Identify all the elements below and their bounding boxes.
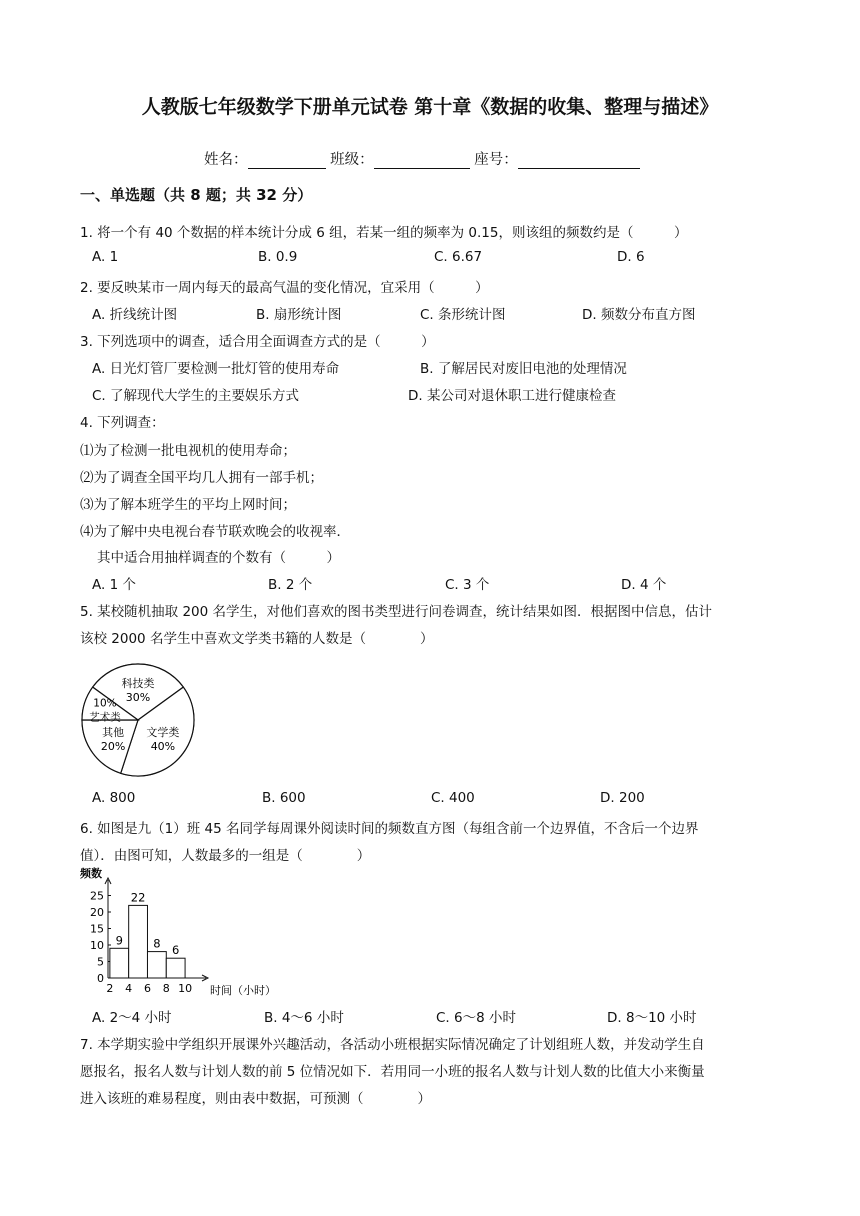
y-tick-label-20: 20 xyxy=(90,906,104,919)
pie-pct-1: 30% xyxy=(125,691,151,705)
q2-option-d[interactable]: D. 频数分布直方图 xyxy=(582,307,696,323)
q5-stem-line2: 该校 2000 名学生中喜欢文学类书籍的人数是（ ） xyxy=(80,631,434,647)
class-label: 班级： xyxy=(330,152,374,168)
q4-item-3: ⑶为了解本班学生的平均上网时间； xyxy=(80,497,296,513)
q1-option-c[interactable]: C. 6.67 xyxy=(434,249,483,265)
q4-option-c[interactable]: C. 3 个 xyxy=(445,577,490,593)
pie-label-4: 艺术类 xyxy=(89,711,121,724)
pie-label-2: 文学类 xyxy=(146,726,180,740)
q3-option-d[interactable]: D. 某公司对退休职工进行健康检查 xyxy=(408,388,616,404)
name-blank[interactable] xyxy=(248,154,326,169)
q6-stem-line2: 值）．由图可知，人数最多的一组是（ ） xyxy=(80,848,371,864)
x-tick-label-6: 6 xyxy=(143,982,151,995)
hist-bar-value-1: 9 xyxy=(115,933,123,948)
q2-option-b[interactable]: B. 扇形统计图 xyxy=(256,307,342,323)
q7-line2: 愿报名，报名人数与计划人数的前 5 位情况如下．若用同一小班的报名人数与计划人数的比值大小来衡量 xyxy=(80,1064,705,1080)
q4-option-a[interactable]: A. 1 个 xyxy=(92,577,136,593)
student-info-line xyxy=(204,148,640,169)
q1-option-a[interactable]: A. 1 xyxy=(92,249,119,265)
pie-label-1: 科技类 xyxy=(121,677,155,691)
y-tick-label-25: 25 xyxy=(90,889,104,903)
y-tick-label-5: 5 xyxy=(97,955,104,969)
q5-stem-line1: 5. 某校随机抽取 200 名学生，对他们喜欢的图书类型进行问卷调查，统计结果如图．根据图中信息，估计 xyxy=(80,604,713,620)
q4-item-2: ⑵为了调查全国平均几人拥有一部手机； xyxy=(80,470,323,486)
q1-stem: 1. 将一个有 40 个数据的样本统计分成 6 组，若某一组的频率为 0.15，则该组的频数约是（ ） xyxy=(80,225,688,241)
y-axis-label: 频数 xyxy=(80,867,102,880)
q7-line1: 7. 本学期实验中学组织开展课外兴趣活动，各活动小班根据实际情况确定了计划组班人数，并发动学生自 xyxy=(80,1037,705,1053)
q7-line3: 进入该班的难易程度，则由表中数据，可预测（ ） xyxy=(80,1091,431,1107)
q2-option-a[interactable]: A. 折线统计图 xyxy=(92,307,178,323)
hist-bar-4 xyxy=(166,958,185,978)
q4-ask: 其中适合用抽样调查的个数有（ ） xyxy=(97,550,340,566)
y-tick-label-0: 0 xyxy=(97,972,104,985)
q5-option-b[interactable]: B. 600 xyxy=(262,790,306,806)
x-tick-label-2: 2 xyxy=(106,982,114,995)
pie-label-3: 其他 xyxy=(102,726,125,740)
q3-option-c[interactable]: C. 了解现代大学生的主要娱乐方式 xyxy=(92,388,300,404)
q3-option-a[interactable]: A. 日光灯管厂要检测一批灯管的使用寿命 xyxy=(92,361,340,377)
q2-option-c[interactable]: C. 条形统计图 xyxy=(420,307,506,323)
q1-option-b[interactable]: B. 0.9 xyxy=(258,249,298,265)
q3-stem: 3. 下列选项中的调查，适合用全面调查方式的是（ ） xyxy=(80,334,435,350)
pie-pct-2: 40% xyxy=(150,740,176,754)
q4-item-4: ⑷为了解中央电视台春节联欢晚会的收视率． xyxy=(80,524,350,540)
q6-option-b[interactable]: B. 4～6 小时 xyxy=(264,1010,344,1026)
class-blank[interactable] xyxy=(374,154,470,169)
hist-bar-value-4: 6 xyxy=(172,943,180,958)
seat-blank[interactable] xyxy=(518,154,640,169)
hist-bar-value-3: 8 xyxy=(153,936,161,951)
pie-pct-4: 10% xyxy=(93,697,117,710)
x-axis-label: 时间（小时） xyxy=(210,984,276,997)
hist-bar-3 xyxy=(147,952,166,978)
hist-bar-value-2: 22 xyxy=(130,890,146,905)
q3-option-b[interactable]: B. 了解居民对废旧电池的处理情况 xyxy=(420,361,627,377)
y-tick-label-15: 15 xyxy=(90,922,104,936)
section-heading: 一、单选题（共 8 题；共 32 分） xyxy=(80,186,313,204)
hist-bar-2 xyxy=(129,905,148,978)
histogram-chart xyxy=(78,866,288,1000)
q4-stem: 4. 下列调查： xyxy=(80,415,165,431)
q2-stem: 2. 要反映某市一周内每天的最高气温的变化情况，宜采用（ ） xyxy=(80,280,489,296)
x-tick-label-10: 10 xyxy=(178,982,193,995)
page-title: 人教版七年级数学下册单元试卷 第十章《数据的收集、整理与描述》 xyxy=(141,96,719,118)
name-label: 姓名： xyxy=(204,152,248,168)
pie-pct-3: 20% xyxy=(100,740,126,754)
q4-option-d[interactable]: D. 4 个 xyxy=(621,577,667,593)
q4-option-b[interactable]: B. 2 个 xyxy=(268,577,313,593)
q5-option-d[interactable]: D. 200 xyxy=(600,790,645,806)
hist-bar-1 xyxy=(110,948,129,978)
q1-option-d[interactable]: D. 6 xyxy=(617,249,645,265)
q4-item-1: ⑴为了检测一批电视机的使用寿命； xyxy=(80,443,296,459)
q5-option-c[interactable]: C. 400 xyxy=(431,790,475,806)
q5-option-a[interactable]: A. 800 xyxy=(92,790,136,806)
q6-option-d[interactable]: D. 8～10 小时 xyxy=(607,1010,697,1026)
pie-chart xyxy=(80,660,200,780)
q6-option-a[interactable]: A. 2～4 小时 xyxy=(92,1010,172,1026)
q6-option-c[interactable]: C. 6～8 小时 xyxy=(436,1010,516,1026)
q6-stem-line1: 6. 如图是九（1）班 45 名同学每周课外阅读时间的频数直方图（每组含前一个边界值，不含后一个边界 xyxy=(80,821,699,837)
x-tick-label-4: 4 xyxy=(125,982,133,995)
y-tick-label-10: 10 xyxy=(90,939,104,952)
x-tick-label-8: 8 xyxy=(162,982,170,995)
seat-label: 座号： xyxy=(474,152,518,168)
